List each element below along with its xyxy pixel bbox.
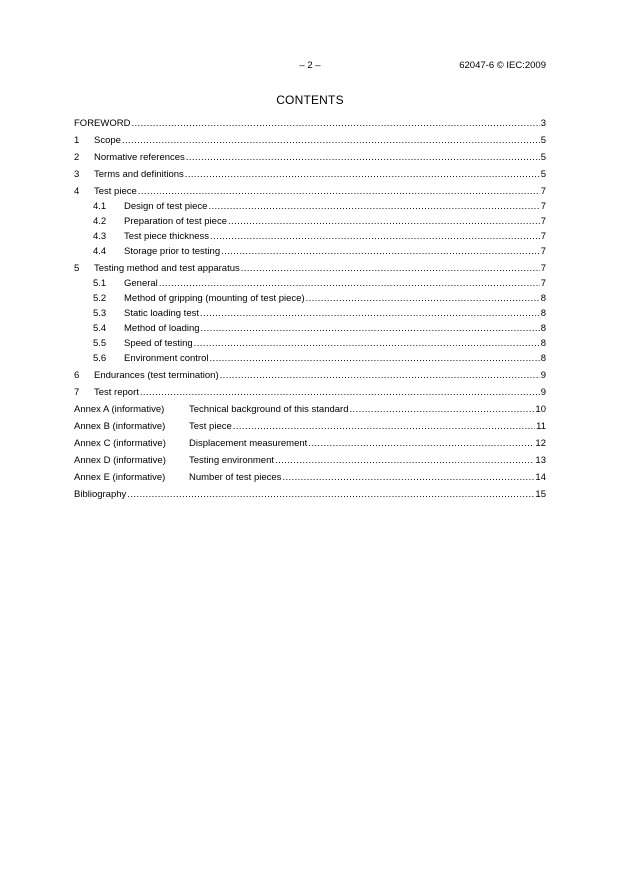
- toc-dot-leader: [140, 387, 540, 399]
- toc-entry-number: 7: [74, 387, 80, 398]
- toc-entry[interactable]: [74, 152, 546, 164]
- toc-entry[interactable]: [74, 135, 546, 147]
- toc-entry-label: Normative references: [94, 152, 185, 163]
- toc-dot-leader: [201, 323, 540, 335]
- toc-entry-number: 4.4: [93, 246, 107, 257]
- toc-annex-tag: Annex B (informative): [74, 421, 166, 432]
- toc-entry-number: 4: [74, 186, 80, 197]
- toc-entry[interactable]: [74, 201, 546, 213]
- toc-entry-number: 5.1: [93, 278, 107, 289]
- toc-dot-leader: [306, 293, 540, 305]
- toc-entry-label: Static loading test: [124, 308, 199, 319]
- toc-entry[interactable]: [74, 421, 546, 433]
- toc-dot-leader: [186, 152, 540, 164]
- toc-entry-number: 3: [74, 169, 80, 180]
- toc-entry-page: 3: [540, 118, 546, 129]
- toc-entry-page: 14: [535, 472, 546, 483]
- toc-entry[interactable]: [74, 231, 546, 243]
- toc-annex-tag: Annex C (informative): [74, 438, 166, 449]
- toc-annex-tag: Annex E (informative): [74, 472, 166, 483]
- toc-entry-number: 6: [74, 370, 80, 381]
- toc-entry[interactable]: [74, 323, 546, 335]
- toc-dot-leader: [208, 201, 539, 213]
- toc-entry-label: Testing environment: [189, 455, 275, 466]
- page-number: – 2 –: [299, 60, 321, 71]
- toc-entry-label: Endurances (test termination): [94, 370, 219, 381]
- toc-entry-number: 5.6: [93, 353, 107, 364]
- toc-dot-leader: [241, 263, 540, 275]
- toc-dot-leader: [350, 404, 535, 416]
- toc-entry-page: 7: [540, 278, 546, 289]
- toc-entry-label: Environment control: [124, 353, 209, 364]
- toc-annex-tag: Annex A (informative): [74, 404, 165, 415]
- toc-dot-leader: [209, 353, 539, 365]
- toc-entry[interactable]: [74, 186, 546, 198]
- toc-dot-leader: [127, 489, 534, 501]
- toc-entry-label: Test piece: [94, 186, 137, 197]
- toc-entry-label: Terms and definitions: [94, 169, 184, 180]
- toc-entry-label: Test report: [94, 387, 139, 398]
- toc-entry-page: 9: [540, 387, 546, 398]
- toc-entry-page: 9: [540, 370, 546, 381]
- toc-entry[interactable]: [74, 338, 546, 350]
- toc-entry-page: 8: [540, 323, 546, 334]
- toc-entry-label: FOREWORD: [74, 118, 131, 129]
- toc-entry[interactable]: [74, 169, 546, 181]
- document-id: 62047-6 © IEC:2009: [459, 60, 546, 71]
- toc-entry-label: Design of test piece: [124, 201, 208, 212]
- toc-entry[interactable]: [74, 455, 546, 467]
- toc-dot-leader: [185, 169, 540, 181]
- toc-entry-page: 8: [540, 293, 546, 304]
- toc-entry-label: Displacement measurement: [189, 438, 308, 449]
- toc-entry-number: 1: [74, 135, 80, 146]
- toc-entry[interactable]: [74, 308, 546, 320]
- toc-entry-number: 4.1: [93, 201, 107, 212]
- toc-entry-page: 7: [540, 246, 546, 257]
- toc-entry-number: 5.5: [93, 338, 107, 349]
- toc-entry[interactable]: [74, 353, 546, 365]
- toc-dot-leader: [220, 370, 540, 382]
- toc-entry[interactable]: [74, 293, 546, 305]
- toc-entry-page: 8: [540, 338, 546, 349]
- toc-entry-page: 7: [540, 231, 546, 242]
- toc-dot-leader: [221, 246, 540, 258]
- toc-entry-page: 7: [540, 186, 546, 197]
- toc-entry-number: 2: [74, 152, 80, 163]
- toc-dot-leader: [122, 135, 540, 147]
- toc-entry-page: 5: [540, 152, 546, 163]
- toc-entry-number: 5.3: [93, 308, 107, 319]
- toc-entry-page: 13: [535, 455, 546, 466]
- toc-entry-page: 12: [535, 438, 546, 449]
- toc-annex-tag: Annex D (informative): [74, 455, 166, 466]
- toc-entry-number: 4.3: [93, 231, 107, 242]
- toc-dot-leader: [131, 118, 539, 130]
- toc-dot-leader: [308, 438, 534, 450]
- toc-entry-label: Method of loading: [124, 323, 200, 334]
- toc-entry-number: 4.2: [93, 216, 107, 227]
- toc-entry[interactable]: [74, 118, 546, 130]
- toc-entry[interactable]: [74, 216, 546, 228]
- toc-entry-label: Scope: [94, 135, 121, 146]
- toc-entry-page: 7: [540, 201, 546, 212]
- toc-entry-label: Speed of testing: [124, 338, 193, 349]
- table-of-contents: [74, 118, 546, 501]
- toc-dot-leader: [233, 421, 535, 433]
- toc-entry-number: 5: [74, 263, 80, 274]
- toc-dot-leader: [159, 278, 540, 290]
- toc-entry[interactable]: [74, 370, 546, 382]
- toc-entry-label: Bibliography: [74, 489, 127, 500]
- toc-entry-page: 5: [540, 135, 546, 146]
- toc-entry-page: 7: [540, 216, 546, 227]
- toc-entry-page: 5: [540, 169, 546, 180]
- toc-entry-page: 8: [540, 308, 546, 319]
- toc-entry-page: 7: [540, 263, 546, 274]
- toc-entry-label: Preparation of test piece: [124, 216, 227, 227]
- toc-entry[interactable]: [74, 263, 546, 275]
- toc-entry-label: Method of gripping (mounting of test piece): [124, 293, 305, 304]
- toc-entry-label: General: [124, 278, 158, 289]
- toc-dot-leader: [282, 472, 534, 484]
- toc-entry[interactable]: [74, 246, 546, 258]
- toc-entry-page: 10: [535, 404, 546, 415]
- toc-entry-label: Storage prior to testing: [124, 246, 221, 257]
- page-header: [74, 60, 546, 74]
- toc-entry[interactable]: [74, 387, 546, 399]
- toc-entry[interactable]: [74, 438, 546, 450]
- toc-dot-leader: [200, 308, 540, 320]
- toc-entry-label: Number of test pieces: [189, 472, 282, 483]
- toc-dot-leader: [275, 455, 534, 467]
- toc-dot-leader: [194, 338, 540, 350]
- toc-entry-label: Technical background of this standard: [189, 404, 349, 415]
- toc-dot-leader: [228, 216, 540, 228]
- toc-entry-number: 5.2: [93, 293, 107, 304]
- toc-dot-leader: [210, 231, 540, 243]
- toc-entry[interactable]: [74, 472, 546, 484]
- toc-entry-page: 15: [535, 489, 546, 500]
- toc-entry[interactable]: [74, 404, 546, 416]
- toc-entry[interactable]: [74, 278, 546, 290]
- toc-entry-label: Test piece: [189, 421, 232, 432]
- toc-entry[interactable]: [74, 489, 546, 501]
- toc-entry-page: 11: [536, 421, 546, 432]
- toc-entry-page: 8: [540, 353, 546, 364]
- toc-dot-leader: [138, 186, 540, 198]
- toc-entry-number: 5.4: [93, 323, 107, 334]
- toc-entry-label: Testing method and test apparatus: [94, 263, 240, 274]
- page-title: CONTENTS: [276, 93, 344, 107]
- toc-entry-label: Test piece thickness: [124, 231, 210, 242]
